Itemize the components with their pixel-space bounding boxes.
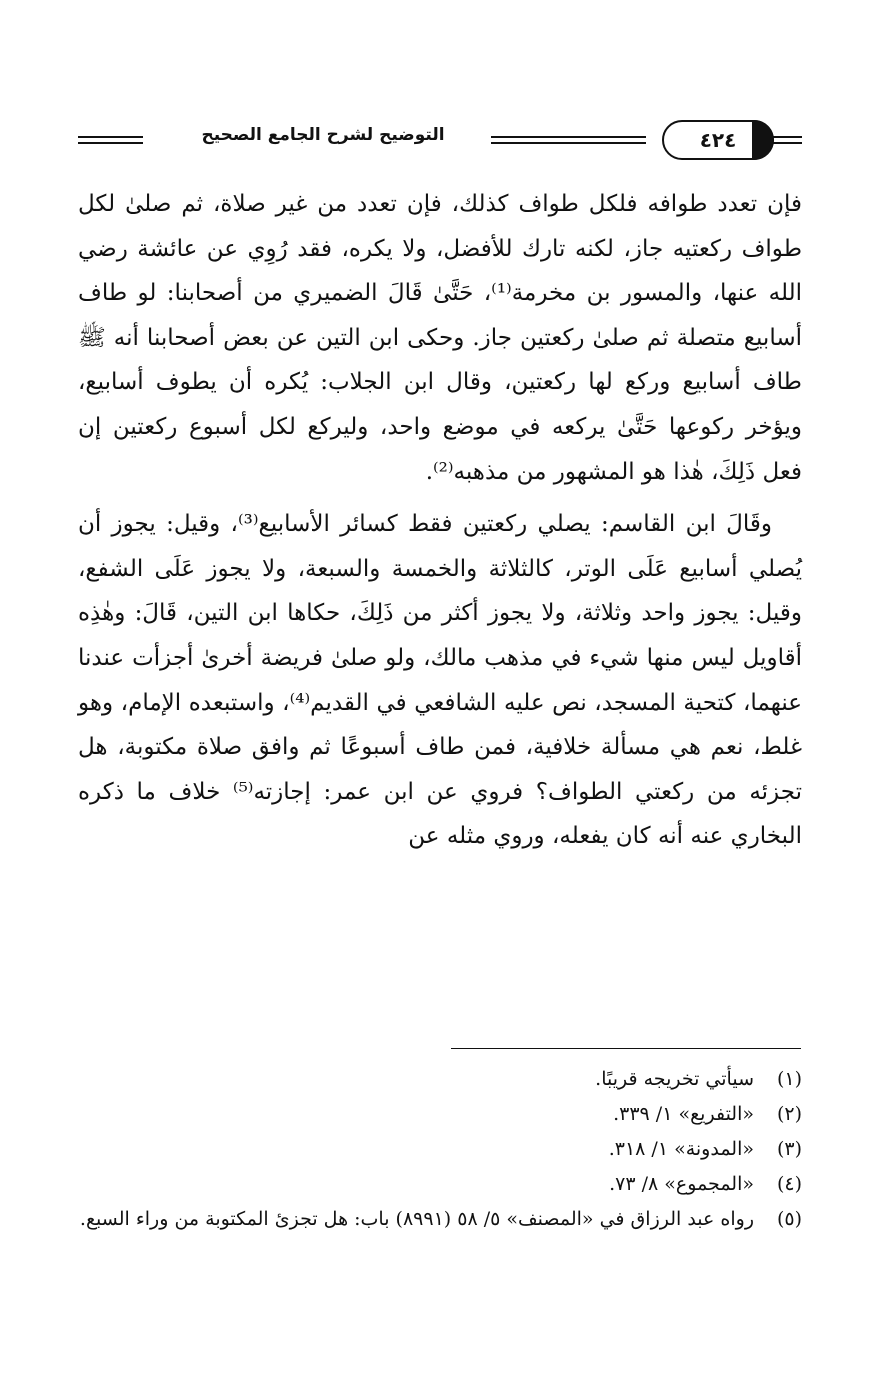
footnote-number: (٢) xyxy=(776,1103,802,1125)
footnote-text: «المجموع» ٨/ ٧٣. xyxy=(609,1173,754,1195)
footnote-number: (٥) xyxy=(776,1208,802,1230)
footnote-number: (٣) xyxy=(776,1138,802,1160)
footnote-separator xyxy=(451,1048,801,1049)
footnote-text: سيأتي تخريجه قريبًا. xyxy=(595,1068,754,1090)
main-text xyxy=(78,182,802,859)
header-rule-left xyxy=(78,136,143,144)
running-header xyxy=(78,118,802,162)
footnote-item xyxy=(78,1062,802,1097)
header-rule-middle xyxy=(491,136,646,144)
footnote-number: (٤) xyxy=(776,1173,802,1195)
page-number: ٤٢٤ xyxy=(699,128,737,152)
paragraph-2: وقَالَ ابن القاسم: يصلي ركعتين فقط كسائر الأسابيع⁽³⁾، وقيل: يجوز أن يُصلي أسابيع عَلَى الوتر، كالثلاثة والخمسة والسبعة، ولا يجوز عَلَى الشفع، وقيل: يجوز واحد وثلاثة، ولا يجوز أكثر من ذَلِكَ، حكاها ابن التين، قَالَ: وهٰذِه أقاويل ليس منها شيء في مذهب مالك، ولو صلىٰ فريضة أخرىٰ أجزأت عندنا عنهما، كتحية المسجد، نص عليه الشافعي في القديم⁽⁴⁾، واستبعده الإمام، وهو غلط، نعم هي مسألة خلافية، فمن طاف أسبوعًا ثم وافق صلاة مكتوبة، هل تجزئه من ركعتي الطواف؟ فروي عن ابن عمر: إجازته⁽⁵⁾ خلاف ما ذكره البخاري عنه أنه كان يفعله، وروي مثله عن xyxy=(78,511,802,850)
footnote-text: رواه عبد الرزاق في «المصنف» ٥/ ٥٨ (٨٩٩١) باب: هل تجزئ المكتوبة من وراء السبع. xyxy=(79,1208,754,1230)
paragraph-1: فإن تعدد طوافه فلكل طواف كذلك، فإن تعدد من غير صلاة، ثم صلىٰ لكل طواف ركعتيه جاز، لكنه تارك للأفضل، ولا يكره، فقد رُوِي عن عائشة رضي الله عنها، والمسور بن مخرمة⁽¹⁾، حَتَّىٰ قَالَ الضميري من أصحابنا: لو طاف أسابيع متصلة ثم صلىٰ ركعتين جاز. وحكى ابن التين عن بعض أصحابنا أنه ﷺ طاف أسابيع وركع لها ركعتين، وقال ابن الجلاب: يُكره أن يطوف أسابيع، ويؤخر ركوعها حَتَّىٰ يركعه في موضع واحد، وليركع لكل أسبوع ركعتين إن فعل ذَلِكَ، هٰذا هو المشهور من مذهبه⁽²⁾. xyxy=(78,191,802,485)
footnote-item xyxy=(78,1132,802,1167)
page-number-badge xyxy=(662,120,774,160)
footnote-item xyxy=(78,1097,802,1132)
footnotes-list xyxy=(78,1062,802,1237)
header-rule-right xyxy=(772,136,802,144)
footnote-text: «المدونة» ١/ ٣١٨. xyxy=(608,1138,754,1160)
footnote-item xyxy=(78,1202,802,1237)
footnote-text: «التفريع» ١/ ٣٣٩. xyxy=(613,1103,754,1125)
running-title: التوضيح لشرح الجامع الصحيح xyxy=(201,125,445,145)
footnote-number: (١) xyxy=(776,1068,802,1090)
footnote-item xyxy=(78,1167,802,1202)
